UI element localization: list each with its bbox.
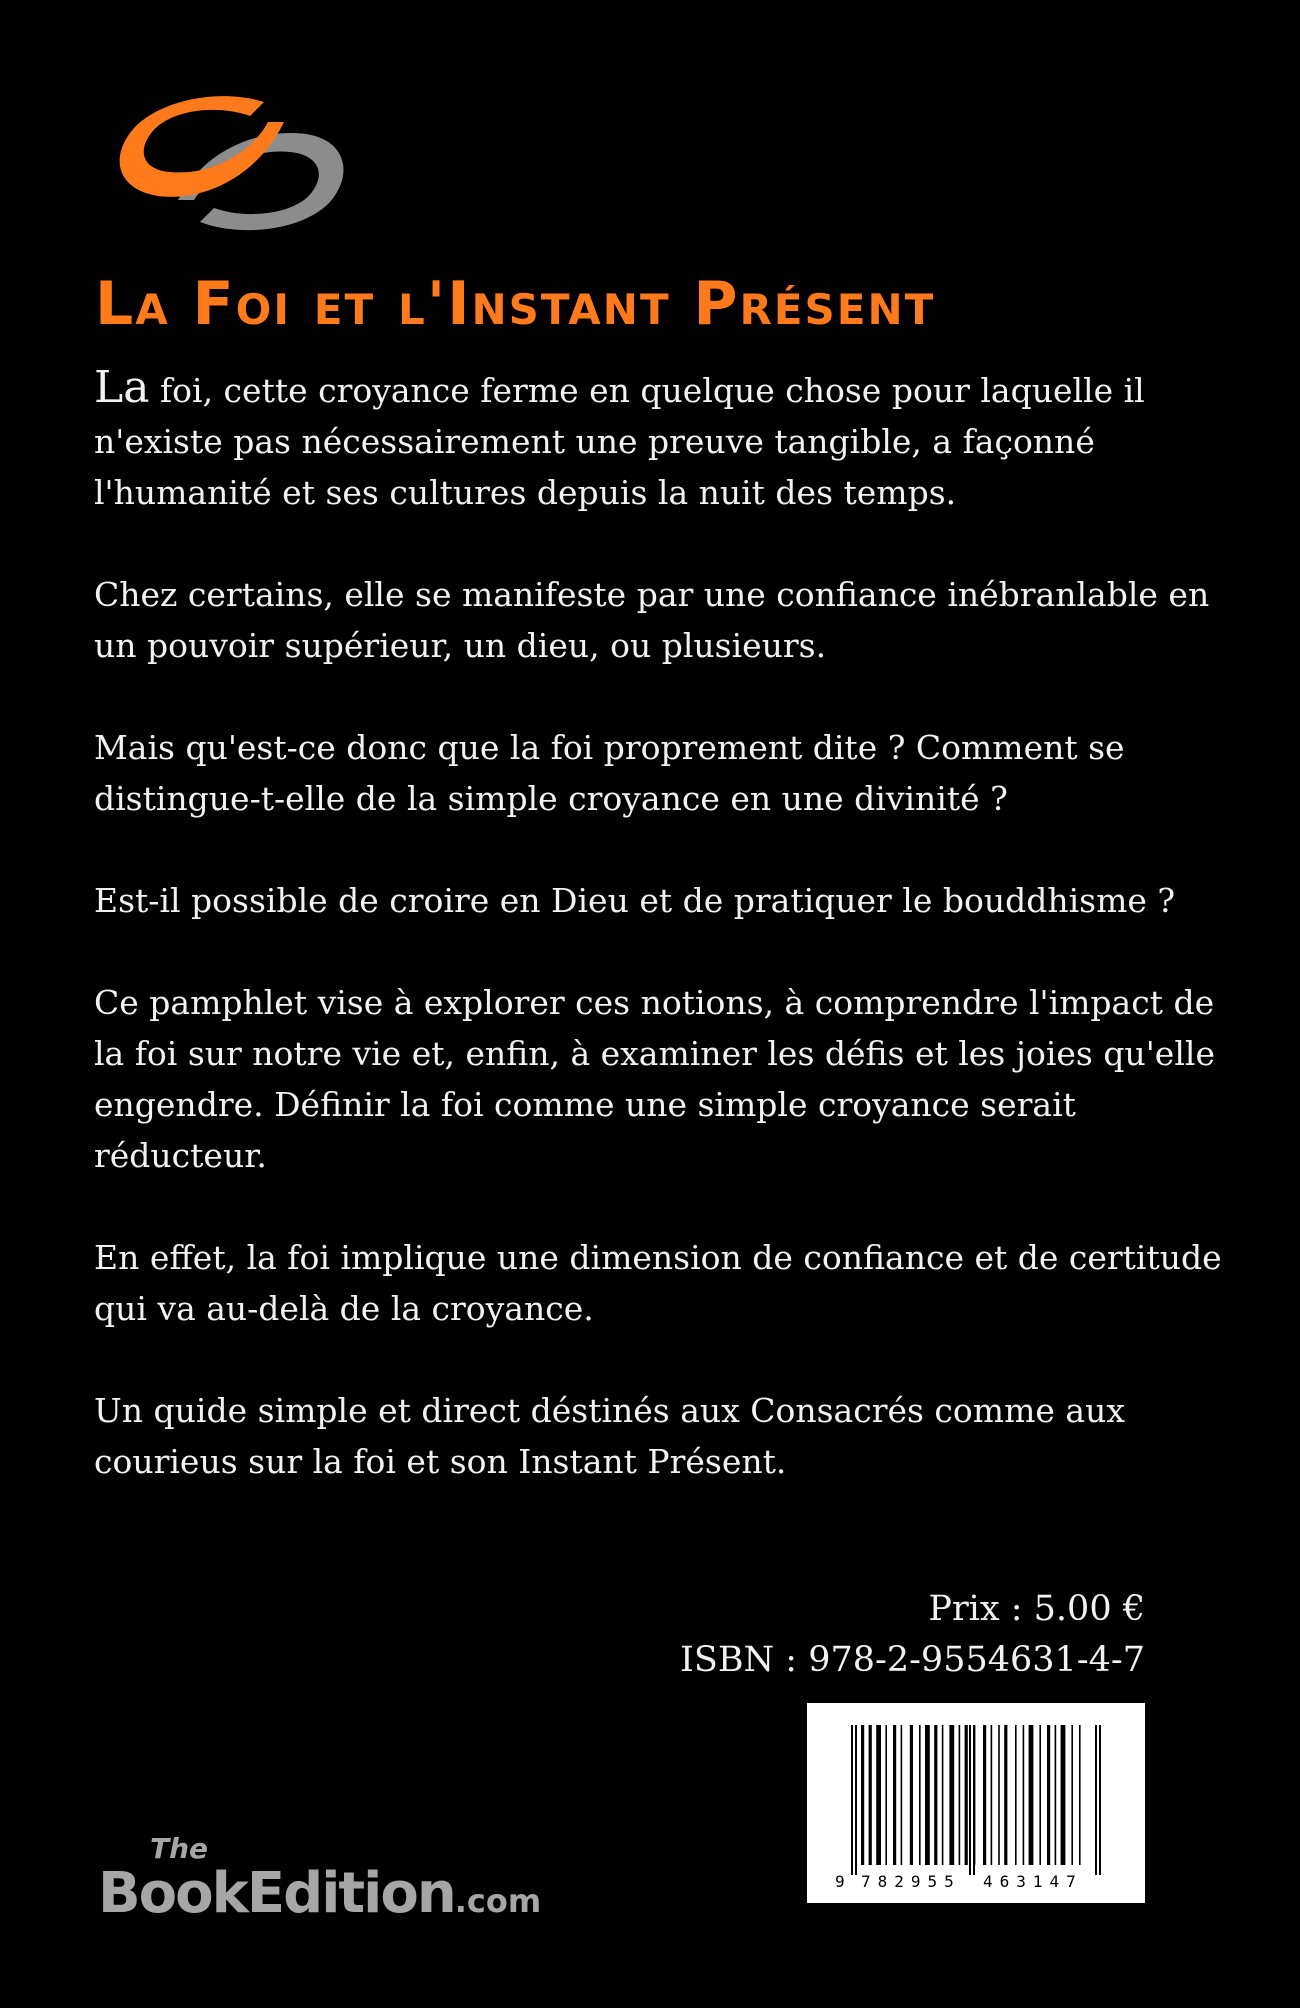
- paragraph-7: Un quide simple et direct déstinés aux Consacrés comme aux courieus sur la foi et son Instant Présent.: [94, 1391, 1125, 1481]
- barcode-bar: [869, 1725, 872, 1865]
- thebookedition-logo: [98, 1822, 568, 1932]
- isbn-label: ISBN : 978-2-9554631-4-7: [680, 1640, 1145, 1680]
- barcode-bar: [925, 1725, 930, 1865]
- barcode-bar: [1079, 1725, 1081, 1865]
- barcode-bar: [965, 1725, 968, 1865]
- barcode-bar: [919, 1725, 921, 1865]
- price-isbn-block: [680, 1584, 1145, 1686]
- barcode-bar: [1015, 1725, 1017, 1865]
- barcode-guard-bar: [1095, 1725, 1097, 1875]
- barcode-bar: [983, 1725, 986, 1865]
- barcode-bar: [934, 1725, 937, 1865]
- barcode-bar: [876, 1725, 881, 1865]
- barcode-digits-right-group: 463147: [983, 1872, 1083, 1891]
- barcode-bar: [949, 1725, 954, 1865]
- paragraph-6: En effet, la foi implique une dimension de confiance et de certitude qui va au-delà de la croyance.: [94, 1238, 1222, 1328]
- barcode-bar: [885, 1725, 887, 1865]
- barcode-bar: [1047, 1725, 1050, 1865]
- barcode-bar: [959, 1725, 961, 1865]
- barcode-bar: [991, 1725, 993, 1865]
- paragraph-3: Mais qu'est-ce donc que la foi proprement dite ? Comment se distingue-t-elle de la simple croyance en une divinité ?: [94, 728, 1125, 818]
- barcode-bar: [901, 1725, 903, 1865]
- barcode-bar: [1039, 1725, 1041, 1865]
- paragraph-2: Chez certains, elle se manifeste par une confiance inébranlable en un pouvoir supérieur, un dieu, ou plusieurs.: [94, 575, 1210, 665]
- paragraph-4: Est-il possible de croire en Dieu et de pratiquer le bouddhisme ?: [94, 881, 1176, 920]
- barcode-bar: [1029, 1725, 1034, 1865]
- paragraph-1-opening-word: La: [94, 362, 150, 413]
- svg-text:BookEdition.com: [98, 1861, 541, 1926]
- barcode-bar: [1004, 1725, 1007, 1865]
- barcode-guard-bar: [851, 1725, 853, 1875]
- barcode-guard-bar: [855, 1725, 857, 1875]
- barcode-bar: [1023, 1725, 1025, 1865]
- barcode-bar: [893, 1725, 896, 1865]
- publisher-logo-the: The: [150, 1832, 209, 1865]
- barcode-digits-first: 9: [835, 1872, 845, 1891]
- barcode-guard-bar: [973, 1725, 975, 1875]
- back-cover-description: [94, 362, 1234, 1538]
- book-title: La Foi et l'Instant Présent: [95, 269, 936, 339]
- barcode-bar: [1061, 1725, 1066, 1865]
- publisher-logo-suffix: .com: [454, 1882, 542, 1920]
- barcode-guard-bar: [969, 1725, 971, 1875]
- barcode-bar: [910, 1725, 913, 1865]
- orange-grey-infinity-loop-icon: [108, 88, 354, 234]
- paragraph-1-text: foi, cette croyance ferme en quelque chose pour laquelle il n'existe pas nécessairement une preuve tangible, a façonné l'humanité et ses cultures depuis la nuit des temps.: [94, 371, 1145, 512]
- price-label: Prix : 5.00 €: [928, 1589, 1145, 1629]
- barcode-bar: [861, 1725, 864, 1865]
- barcode-bars: [851, 1725, 1101, 1875]
- publisher-logo-name: BookEdition: [98, 1861, 455, 1926]
- barcode-bar: [998, 1725, 1000, 1865]
- paragraph-5: Ce pamphlet vise à explorer ces notions, à comprendre l'impact de la foi sur notre vie et, enfin, à examiner les défis et les joies qu'elle engendre. Définir la foi comme une simple croyance serait réducteur.: [94, 983, 1215, 1175]
- barcode-bar: [1071, 1725, 1073, 1865]
- barcode-guard-bar: [1099, 1725, 1101, 1875]
- paragraph-1: [94, 362, 1234, 518]
- barcode-bar: [1055, 1725, 1057, 1865]
- isbn-barcode: [807, 1703, 1145, 1903]
- barcode-digits-left-group: 782955: [861, 1872, 961, 1891]
- barcode-bar: [942, 1725, 944, 1865]
